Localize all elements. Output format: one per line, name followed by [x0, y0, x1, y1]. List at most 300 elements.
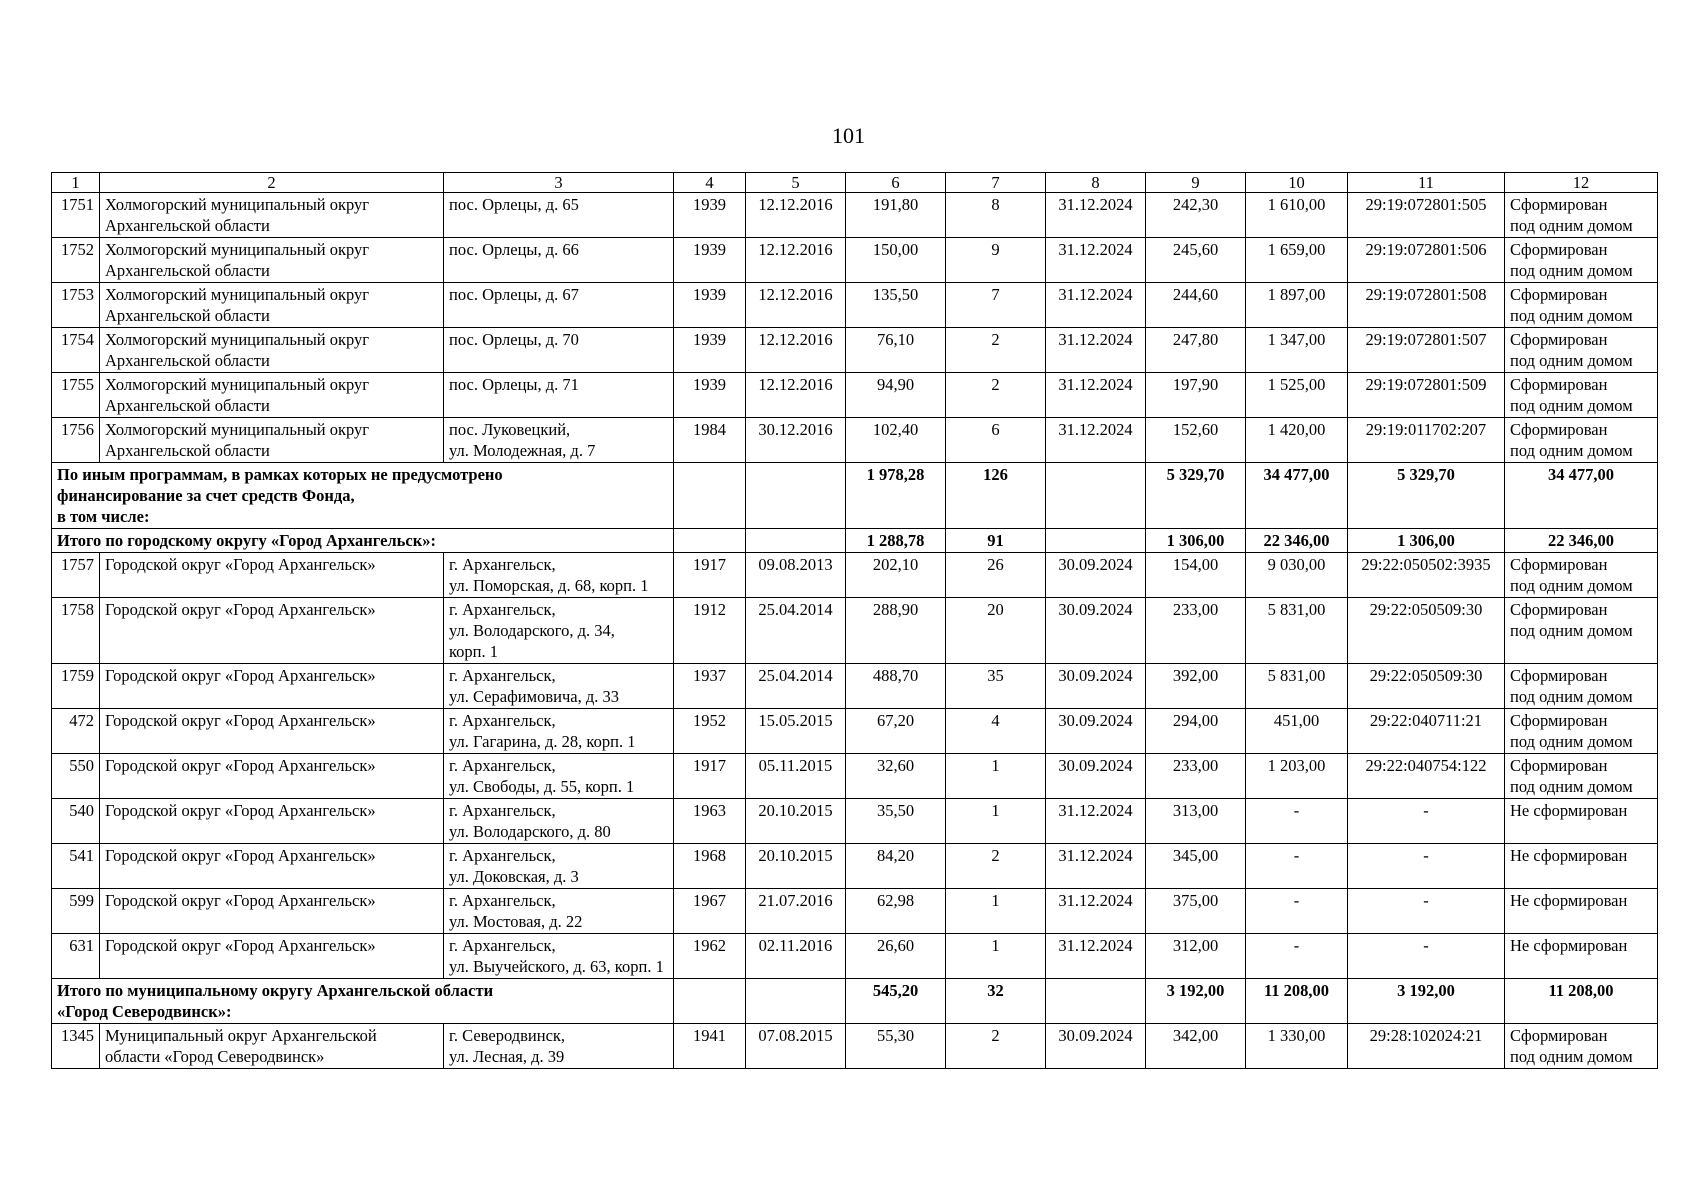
municipality — [100, 934, 444, 979]
deadline: 31.12.2024 — [1046, 799, 1146, 844]
column-header: 8 — [1046, 173, 1146, 193]
build-year: 1912 — [674, 598, 746, 664]
area: 26,60 — [846, 934, 946, 979]
land-area-2: 451,00 — [1246, 709, 1348, 754]
land-status-line: под одним домом — [1510, 1047, 1633, 1066]
deadline: 31.12.2024 — [1046, 373, 1146, 418]
land-status — [1505, 754, 1658, 799]
municipality-line: Городской округ «Город Архангельск» — [105, 756, 376, 775]
deadline: 31.12.2024 — [1046, 889, 1146, 934]
land-area: 245,60 — [1146, 238, 1246, 283]
municipality — [100, 598, 444, 664]
municipality — [100, 844, 444, 889]
municipality-line: Архангельской области — [105, 351, 270, 370]
column-number-row — [52, 173, 1658, 193]
address-line: пос. Орлецы, д. 65 — [449, 195, 579, 214]
row-number: 1754 — [52, 328, 100, 373]
land-status — [1505, 889, 1658, 934]
address-line: ул. Володарского, д. 34, — [449, 621, 615, 640]
empty-cell — [1046, 529, 1146, 553]
municipality — [100, 709, 444, 754]
land-area-2: 1 420,00 — [1246, 418, 1348, 463]
land-area: 233,00 — [1146, 598, 1246, 664]
residents: 1 — [946, 889, 1046, 934]
build-year: 1968 — [674, 844, 746, 889]
summary-label-line: «Город Северодвинск»: — [57, 1002, 232, 1021]
recognition-date: 12.12.2016 — [746, 373, 846, 418]
row-number: 1755 — [52, 373, 100, 418]
row-number: 541 — [52, 844, 100, 889]
land-status-line: под одним домом — [1510, 261, 1633, 280]
empty-cell — [746, 463, 846, 529]
row-number: 631 — [52, 934, 100, 979]
row-number: 1752 — [52, 238, 100, 283]
land-area-2: 9 030,00 — [1246, 553, 1348, 598]
address-line: пос. Луковецкий, — [449, 420, 571, 439]
municipality — [100, 889, 444, 934]
build-year: 1939 — [674, 373, 746, 418]
land-status-line: под одним домом — [1510, 621, 1633, 640]
total-area: 545,20 — [846, 979, 946, 1024]
build-year: 1962 — [674, 934, 746, 979]
land-status-line: Сформирован — [1510, 285, 1608, 304]
empty-cell — [746, 979, 846, 1024]
table-row — [52, 553, 1658, 598]
address-line: г. Архангельск, — [449, 756, 556, 775]
municipality — [100, 664, 444, 709]
residents: 8 — [946, 193, 1046, 238]
land-status-line: под одним домом — [1510, 576, 1633, 595]
residents: 1 — [946, 934, 1046, 979]
land-area-2: 5 831,00 — [1246, 664, 1348, 709]
land-status — [1505, 238, 1658, 283]
table-row — [52, 328, 1658, 373]
empty-cell — [1046, 979, 1146, 1024]
land-status — [1505, 553, 1658, 598]
total-land-area: 1 306,00 — [1146, 529, 1246, 553]
build-year: 1939 — [674, 193, 746, 238]
recognition-date: 25.04.2014 — [746, 598, 846, 664]
address — [444, 709, 674, 754]
address — [444, 754, 674, 799]
summary-label — [52, 463, 674, 529]
land-status-line: под одним домом — [1510, 777, 1633, 796]
land-area-2: - — [1246, 934, 1348, 979]
land-status-line: Сформирован — [1510, 420, 1608, 439]
area: 202,10 — [846, 553, 946, 598]
area: 35,50 — [846, 799, 946, 844]
residents: 35 — [946, 664, 1046, 709]
land-status-line: Сформирован — [1510, 195, 1608, 214]
land-status-line: под одним домом — [1510, 441, 1633, 460]
address-line: г. Архангельск, — [449, 891, 556, 910]
municipality-line: Городской округ «Город Архангельск» — [105, 891, 376, 910]
municipality-line: Городской округ «Город Архангельск» — [105, 555, 376, 574]
summary-row — [52, 529, 1658, 553]
land-status-line: Не сформирован — [1510, 936, 1628, 955]
municipality-line: Архангельской области — [105, 216, 270, 235]
table-row — [52, 193, 1658, 238]
land-status — [1505, 283, 1658, 328]
land-status-line: Сформирован — [1510, 600, 1608, 619]
municipality-line: области «Город Северодвинск» — [105, 1047, 325, 1066]
residents: 2 — [946, 1024, 1046, 1069]
land-status-line: под одним домом — [1510, 306, 1633, 325]
row-number: 1751 — [52, 193, 100, 238]
address-line: пос. Орлецы, д. 70 — [449, 330, 579, 349]
land-status-line: Сформирован — [1510, 666, 1608, 685]
row-number: 599 — [52, 889, 100, 934]
address-line: корп. 1 — [449, 642, 499, 661]
total-a: 3 192,00 — [1348, 979, 1505, 1024]
land-status-line: под одним домом — [1510, 732, 1633, 751]
empty-cell — [1046, 463, 1146, 529]
residents: 2 — [946, 373, 1046, 418]
recognition-date: 05.11.2015 — [746, 754, 846, 799]
land-status — [1505, 418, 1658, 463]
address — [444, 844, 674, 889]
area: 135,50 — [846, 283, 946, 328]
row-number: 1757 — [52, 553, 100, 598]
summary-label-line: По иным программам, в рамках которых не предусмотрено — [57, 465, 503, 484]
table-row — [52, 889, 1658, 934]
deadline: 30.09.2024 — [1046, 754, 1146, 799]
row-number: 1753 — [52, 283, 100, 328]
land-area-2: 1 610,00 — [1246, 193, 1348, 238]
municipality-line: Холмогорский муниципальный округ — [105, 375, 370, 394]
land-area: 345,00 — [1146, 844, 1246, 889]
area: 191,80 — [846, 193, 946, 238]
cadastral-number: - — [1348, 844, 1505, 889]
total-b: 11 208,00 — [1505, 979, 1658, 1024]
municipality — [100, 238, 444, 283]
table-row — [52, 799, 1658, 844]
land-area: 154,00 — [1146, 553, 1246, 598]
recognition-date: 20.10.2015 — [746, 844, 846, 889]
cadastral-number: 29:22:040754:122 — [1348, 754, 1505, 799]
deadline: 30.09.2024 — [1046, 709, 1146, 754]
land-status-line: Сформирован — [1510, 756, 1608, 775]
row-number: 472 — [52, 709, 100, 754]
area: 94,90 — [846, 373, 946, 418]
row-number: 1345 — [52, 1024, 100, 1069]
table-row — [52, 1024, 1658, 1069]
address-line: г. Архангельск, — [449, 936, 556, 955]
total-land-area: 5 329,70 — [1146, 463, 1246, 529]
address — [444, 934, 674, 979]
recognition-date: 15.05.2015 — [746, 709, 846, 754]
land-area-2: 1 525,00 — [1246, 373, 1348, 418]
land-area: 294,00 — [1146, 709, 1246, 754]
deadline: 31.12.2024 — [1046, 934, 1146, 979]
land-status — [1505, 844, 1658, 889]
recognition-date: 30.12.2016 — [746, 418, 846, 463]
municipality-line: Городской округ «Город Архангельск» — [105, 666, 376, 685]
municipality-line: Городской округ «Город Архангельск» — [105, 936, 376, 955]
land-status-line: под одним домом — [1510, 687, 1633, 706]
municipality — [100, 418, 444, 463]
cadastral-number: 29:19:072801:506 — [1348, 238, 1505, 283]
municipality — [100, 553, 444, 598]
page-number: 101 — [832, 123, 865, 148]
municipality — [100, 754, 444, 799]
land-area: 375,00 — [1146, 889, 1246, 934]
total-land-area-2: 22 346,00 — [1246, 529, 1348, 553]
build-year: 1939 — [674, 328, 746, 373]
column-header: 6 — [846, 173, 946, 193]
recognition-date: 12.12.2016 — [746, 328, 846, 373]
address-line: ул. Поморская, д. 68, корп. 1 — [449, 576, 649, 595]
land-status — [1505, 373, 1658, 418]
cadastral-number: 29:22:050509:30 — [1348, 598, 1505, 664]
municipality — [100, 373, 444, 418]
row-number: 540 — [52, 799, 100, 844]
municipality-line: Архангельской области — [105, 396, 270, 415]
land-status — [1505, 664, 1658, 709]
column-header: 11 — [1348, 173, 1505, 193]
empty-cell — [674, 529, 746, 553]
housing-registry-table — [51, 172, 1658, 1069]
land-status-line: Сформирован — [1510, 711, 1608, 730]
table-row — [52, 373, 1658, 418]
land-area-2: 5 831,00 — [1246, 598, 1348, 664]
municipality — [100, 193, 444, 238]
land-area: 244,60 — [1146, 283, 1246, 328]
cadastral-number: 29:19:072801:507 — [1348, 328, 1505, 373]
land-area-2: 1 347,00 — [1246, 328, 1348, 373]
municipality-line: Городской округ «Город Архангельск» — [105, 600, 376, 619]
table-row — [52, 283, 1658, 328]
residents: 7 — [946, 283, 1046, 328]
build-year: 1967 — [674, 889, 746, 934]
recognition-date: 12.12.2016 — [746, 283, 846, 328]
address — [444, 664, 674, 709]
land-status-line: Сформирован — [1510, 555, 1608, 574]
address-line: пос. Орлецы, д. 71 — [449, 375, 579, 394]
address-line: г. Архангельск, — [449, 801, 556, 820]
total-land-area-2: 34 477,00 — [1246, 463, 1348, 529]
address — [444, 553, 674, 598]
municipality-line: Городской округ «Город Архангельск» — [105, 711, 376, 730]
empty-cell — [746, 529, 846, 553]
land-area-2: - — [1246, 844, 1348, 889]
summary-label-line: в том числе: — [57, 507, 150, 526]
recognition-date: 21.07.2016 — [746, 889, 846, 934]
residents: 2 — [946, 328, 1046, 373]
deadline: 30.09.2024 — [1046, 1024, 1146, 1069]
total-residents: 126 — [946, 463, 1046, 529]
municipality-line: Архангельской области — [105, 261, 270, 280]
total-b: 34 477,00 — [1505, 463, 1658, 529]
summary-label-line: финансирование за счет средств Фонда, — [57, 486, 355, 505]
land-status-line: под одним домом — [1510, 396, 1633, 415]
table-row — [52, 709, 1658, 754]
cadastral-number: 29:22:050509:30 — [1348, 664, 1505, 709]
column-header: 12 — [1505, 173, 1658, 193]
land-area-2: 1 897,00 — [1246, 283, 1348, 328]
deadline: 30.09.2024 — [1046, 553, 1146, 598]
land-status-line: под одним домом — [1510, 351, 1633, 370]
row-number: 550 — [52, 754, 100, 799]
land-area: 242,30 — [1146, 193, 1246, 238]
summary-row — [52, 979, 1658, 1024]
deadline: 31.12.2024 — [1046, 418, 1146, 463]
build-year: 1917 — [674, 553, 746, 598]
area: 84,20 — [846, 844, 946, 889]
total-area: 1 288,78 — [846, 529, 946, 553]
cadastral-number: - — [1348, 934, 1505, 979]
municipality-line: Холмогорский муниципальный округ — [105, 285, 370, 304]
land-area-2: 1 203,00 — [1246, 754, 1348, 799]
recognition-date: 12.12.2016 — [746, 193, 846, 238]
municipality-line: Холмогорский муниципальный округ — [105, 240, 370, 259]
land-status — [1505, 193, 1658, 238]
table-row — [52, 664, 1658, 709]
address — [444, 598, 674, 664]
address — [444, 238, 674, 283]
address — [444, 283, 674, 328]
address-line: пос. Орлецы, д. 66 — [449, 240, 579, 259]
recognition-date: 09.08.2013 — [746, 553, 846, 598]
municipality — [100, 283, 444, 328]
table-body — [52, 193, 1658, 1069]
deadline: 31.12.2024 — [1046, 238, 1146, 283]
land-area: 313,00 — [1146, 799, 1246, 844]
total-land-area: 3 192,00 — [1146, 979, 1246, 1024]
table-row — [52, 598, 1658, 664]
address-line: ул. Лесная, д. 39 — [449, 1047, 565, 1066]
cadastral-number: 29:22:040711:21 — [1348, 709, 1505, 754]
build-year: 1939 — [674, 283, 746, 328]
address-line: ул. Володарского, д. 80 — [449, 822, 611, 841]
land-status-line: Сформирован — [1510, 330, 1608, 349]
land-area-2: 1 330,00 — [1246, 1024, 1348, 1069]
build-year: 1952 — [674, 709, 746, 754]
land-status-line: Сформирован — [1510, 375, 1608, 394]
cadastral-number: 29:28:102024:21 — [1348, 1024, 1505, 1069]
land-area: 233,00 — [1146, 754, 1246, 799]
address-line: пос. Орлецы, д. 67 — [449, 285, 579, 304]
table-row — [52, 844, 1658, 889]
address — [444, 328, 674, 373]
land-area-2: 1 659,00 — [1246, 238, 1348, 283]
address-line: ул. Серафимовича, д. 33 — [449, 687, 619, 706]
area: 288,90 — [846, 598, 946, 664]
municipality-line: Холмогорский муниципальный округ — [105, 330, 370, 349]
land-status-line: Не сформирован — [1510, 846, 1628, 865]
municipality-line: Холмогорский муниципальный округ — [105, 420, 370, 439]
address-line: ул. Свободы, д. 55, корп. 1 — [449, 777, 635, 796]
build-year: 1937 — [674, 664, 746, 709]
municipality-line: Городской округ «Город Архангельск» — [105, 846, 376, 865]
column-header: 7 — [946, 173, 1046, 193]
land-status-line: Не сформирован — [1510, 891, 1628, 910]
cadastral-number: 29:19:072801:509 — [1348, 373, 1505, 418]
cadastral-number: 29:22:050502:3935 — [1348, 553, 1505, 598]
cadastral-number: - — [1348, 889, 1505, 934]
address-line: ул. Молодежная, д. 7 — [449, 441, 596, 460]
land-area: 197,90 — [1146, 373, 1246, 418]
summary-label-line: Итого по муниципальному округу Архангельской области — [57, 981, 494, 1000]
total-residents: 32 — [946, 979, 1046, 1024]
municipality-line: Муниципальный округ Архангельской — [105, 1026, 377, 1045]
table-row — [52, 754, 1658, 799]
area: 76,10 — [846, 328, 946, 373]
address — [444, 193, 674, 238]
column-header: 1 — [52, 173, 100, 193]
land-status-line: Сформирован — [1510, 240, 1608, 259]
address — [444, 418, 674, 463]
column-header: 3 — [444, 173, 674, 193]
address-line: г. Архангельск, — [449, 600, 556, 619]
land-area: 247,80 — [1146, 328, 1246, 373]
column-header: 9 — [1146, 173, 1246, 193]
land-area: 312,00 — [1146, 934, 1246, 979]
address-line: ул. Выучейского, д. 63, корп. 1 — [449, 957, 664, 976]
address-line: г. Архангельск, — [449, 666, 556, 685]
column-header: 4 — [674, 173, 746, 193]
recognition-date: 20.10.2015 — [746, 799, 846, 844]
table-row — [52, 238, 1658, 283]
address — [444, 799, 674, 844]
recognition-date: 25.04.2014 — [746, 664, 846, 709]
total-a: 1 306,00 — [1348, 529, 1505, 553]
residents: 1 — [946, 799, 1046, 844]
summary-row — [52, 463, 1658, 529]
build-year: 1984 — [674, 418, 746, 463]
municipality-line: Архангельской области — [105, 441, 270, 460]
build-year: 1941 — [674, 1024, 746, 1069]
land-status — [1505, 598, 1658, 664]
area: 67,20 — [846, 709, 946, 754]
recognition-date: 02.11.2016 — [746, 934, 846, 979]
residents: 20 — [946, 598, 1046, 664]
build-year: 1917 — [674, 754, 746, 799]
area: 102,40 — [846, 418, 946, 463]
address-line: г. Архангельск, — [449, 711, 556, 730]
table-row — [52, 934, 1658, 979]
cadastral-number: - — [1348, 799, 1505, 844]
column-header: 2 — [100, 173, 444, 193]
recognition-date: 12.12.2016 — [746, 238, 846, 283]
land-area-2: - — [1246, 799, 1348, 844]
empty-cell — [674, 979, 746, 1024]
total-area: 1 978,28 — [846, 463, 946, 529]
municipality-line: Городской округ «Город Архангельск» — [105, 801, 376, 820]
deadline: 31.12.2024 — [1046, 193, 1146, 238]
total-land-area-2: 11 208,00 — [1246, 979, 1348, 1024]
land-area-2: - — [1246, 889, 1348, 934]
land-area: 392,00 — [1146, 664, 1246, 709]
address-line: ул. Гагарина, д. 28, корп. 1 — [449, 732, 636, 751]
address — [444, 889, 674, 934]
column-header: 5 — [746, 173, 846, 193]
residents: 4 — [946, 709, 1046, 754]
total-a: 5 329,70 — [1348, 463, 1505, 529]
land-status — [1505, 1024, 1658, 1069]
area: 32,60 — [846, 754, 946, 799]
land-status — [1505, 328, 1658, 373]
deadline: 31.12.2024 — [1046, 844, 1146, 889]
municipality — [100, 799, 444, 844]
row-number: 1756 — [52, 418, 100, 463]
row-number: 1759 — [52, 664, 100, 709]
municipality-line: Архангельской области — [105, 306, 270, 325]
land-status-line: Сформирован — [1510, 1026, 1608, 1045]
land-area: 152,60 — [1146, 418, 1246, 463]
residents: 1 — [946, 754, 1046, 799]
residents: 9 — [946, 238, 1046, 283]
